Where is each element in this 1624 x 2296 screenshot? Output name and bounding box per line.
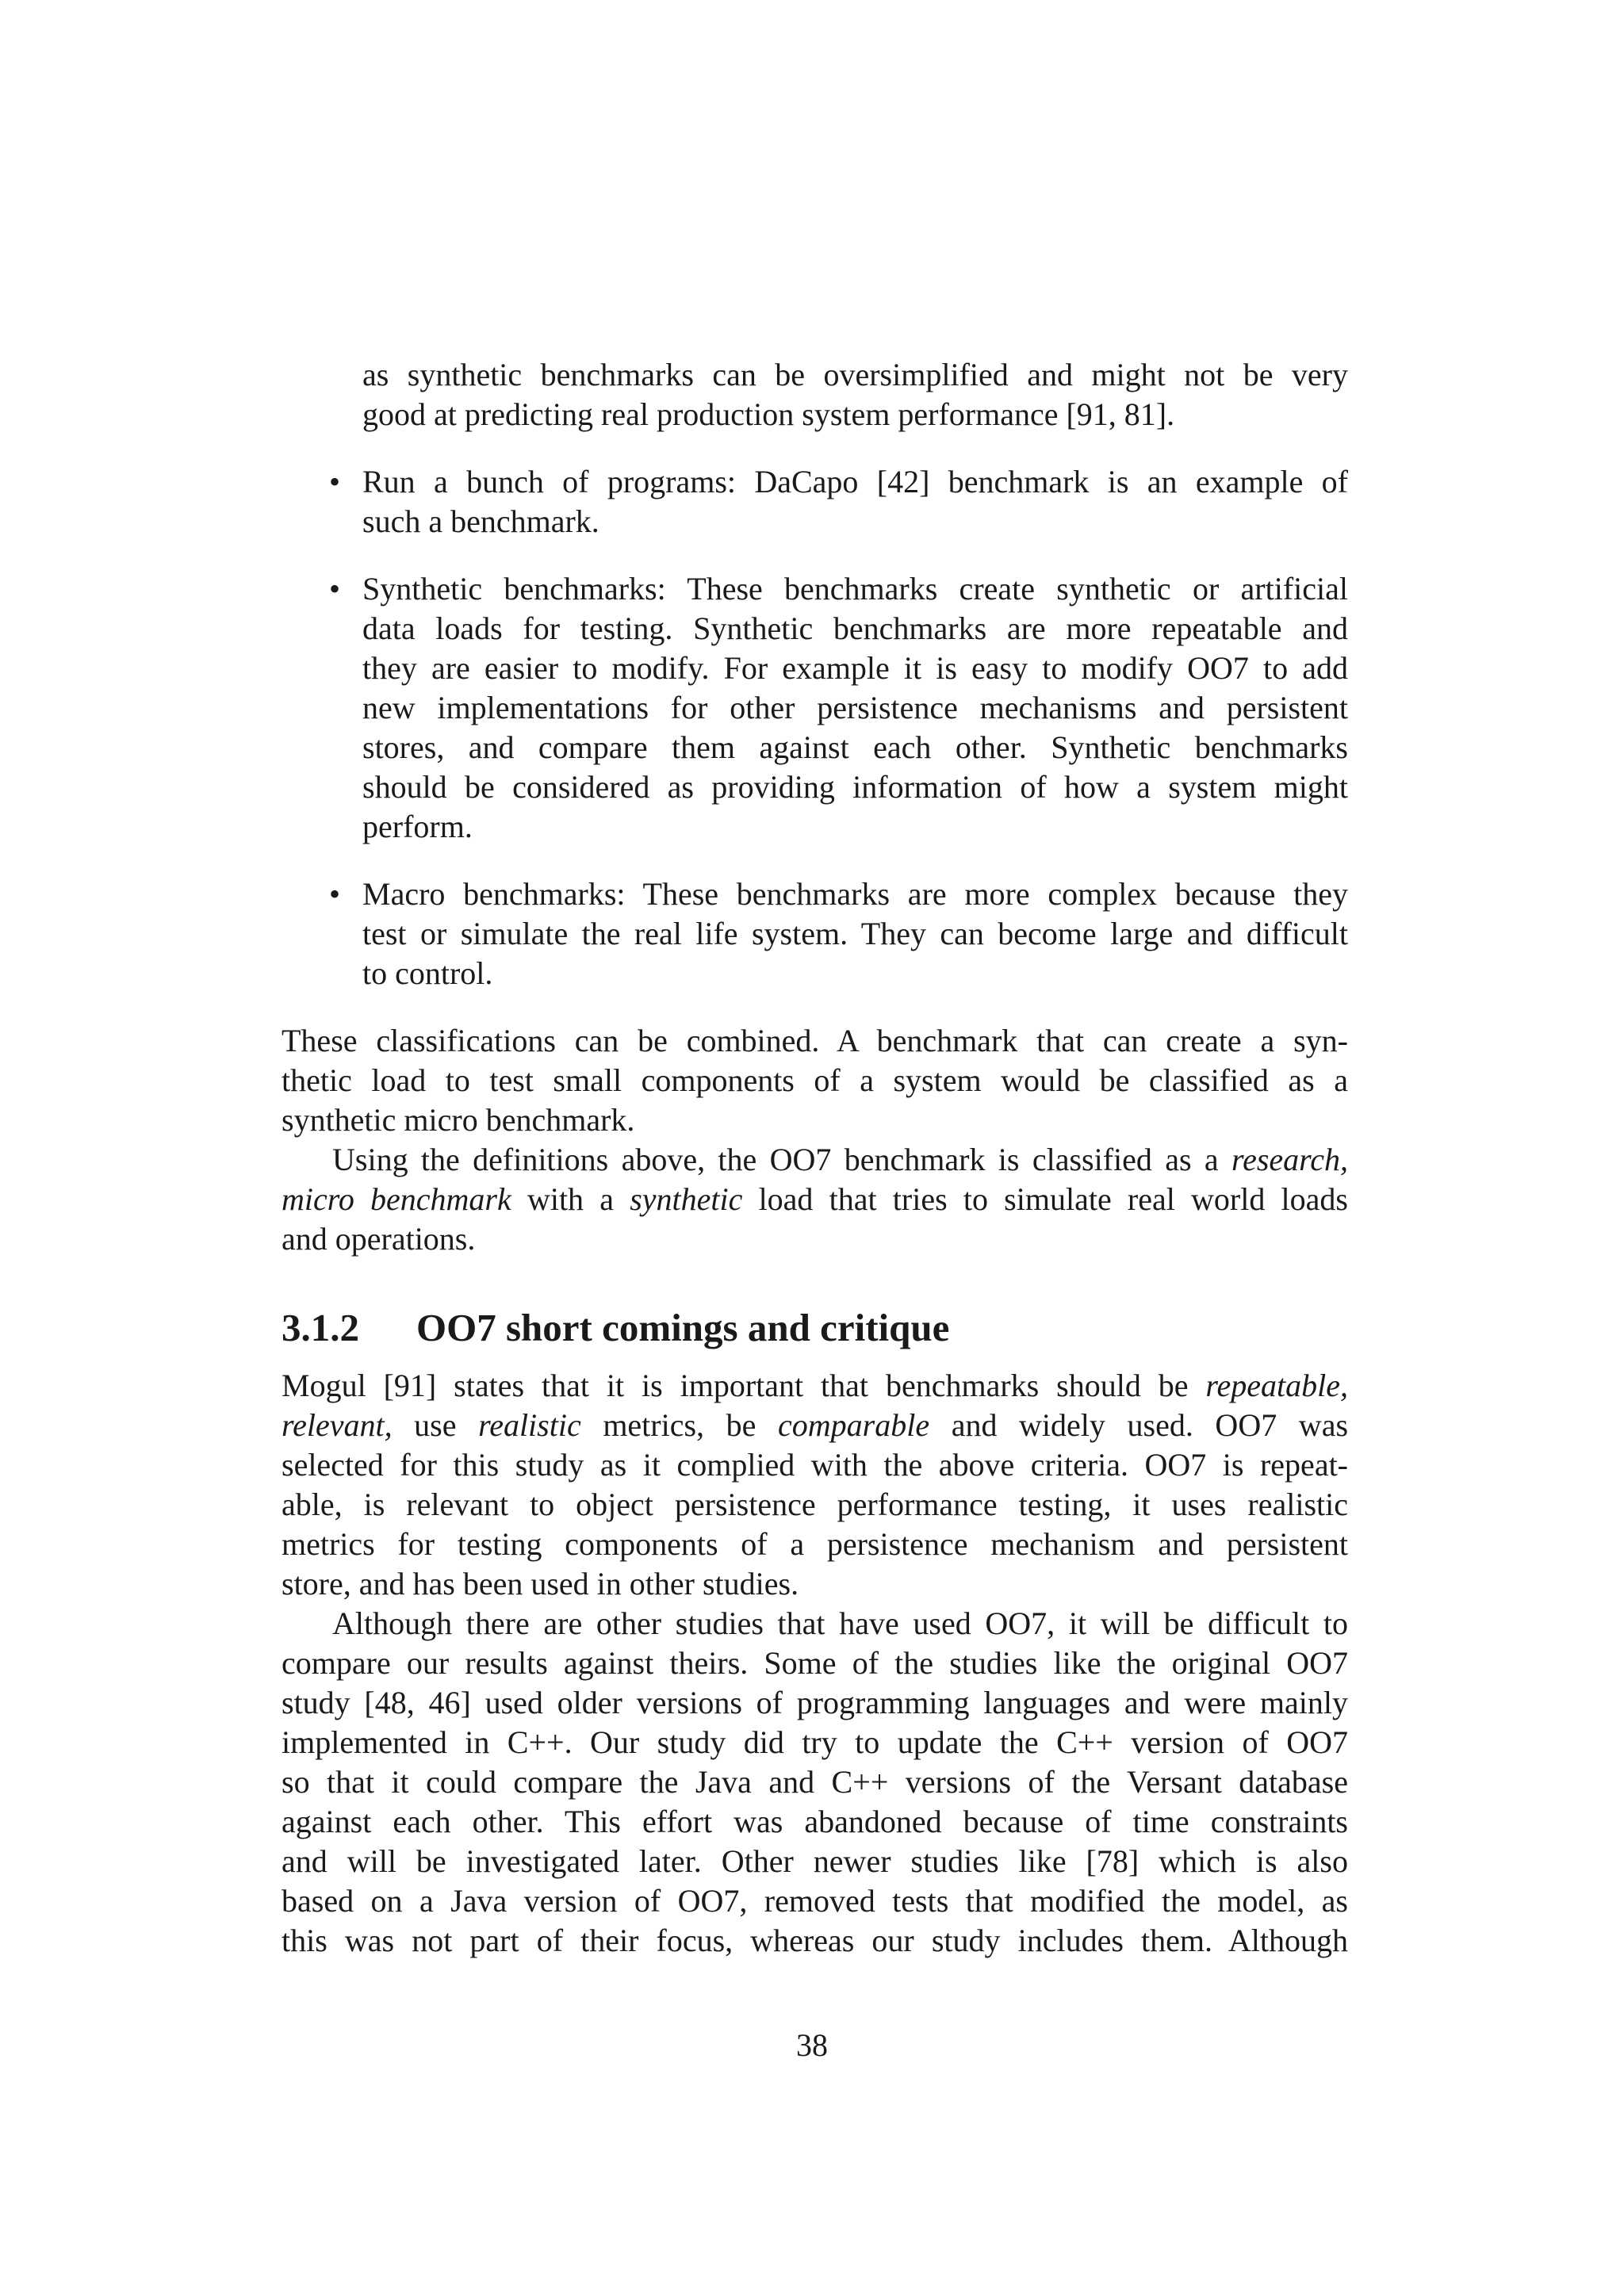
text-line: These classifications can be combined. A benchmark that can create a syn- (282, 1023, 1348, 1058)
section-title: OO7 short comings and critique (416, 1306, 950, 1349)
bullet-icon: • (329, 876, 341, 912)
text-line (282, 1366, 1348, 1406)
text-span: Mogul [91] states that it is important that benchmarks should be (282, 1368, 1206, 1403)
text-line: Run a bunch of programs: DaCapo [42] benchmark is an example of (362, 464, 1348, 499)
text-line: such a benchmark. (362, 503, 599, 539)
bullet-continuation (362, 355, 1348, 434)
text-line: and operations. (282, 1221, 476, 1257)
text-line (282, 1140, 1348, 1180)
text-span: metrics, be (580, 1407, 779, 1443)
text-line (282, 1180, 1348, 1219)
text-line (282, 1406, 1348, 1445)
text-span: use (392, 1407, 479, 1443)
paragraph (282, 1021, 1348, 1140)
italic-text: synthetic (630, 1181, 743, 1217)
italic-text: realistic (478, 1407, 581, 1443)
text-line: perform. (362, 809, 473, 844)
text-line: metrics for testing components of a persistence mechanism and persistent (282, 1526, 1348, 1562)
text-line: able, is relevant to object persistence performance testing, it uses realistic (282, 1487, 1348, 1522)
text-line: so that it could compare the Java and C++ versions of the Versant database (282, 1764, 1348, 1800)
page-number: 38 (796, 2027, 828, 2063)
bullet-icon: • (329, 464, 341, 499)
text-line: against each other. This effort was abandoned because of time constraints (282, 1804, 1348, 1839)
text-line: selected for this study as it complied with the above criteria. OO7 is repeat- (282, 1447, 1348, 1483)
text-line: Synthetic benchmarks: These benchmarks create synthetic or artificial (362, 571, 1348, 607)
text-line: data loads for testing. Synthetic benchmarks are more repeatable and (362, 610, 1348, 646)
text-line: based on a Java version of OO7, removed tests that modified the model, as (282, 1883, 1348, 1919)
bullet-item (329, 874, 1348, 993)
text-line: implemented in C++. Our study did try to update the C++ version of OO7 (282, 1724, 1348, 1760)
text-line: test or simulate the real life system. They can become large and difficult (362, 916, 1348, 951)
section-heading (282, 1304, 1348, 1352)
text-line: new implementations for other persistence mechanisms and persistent (362, 690, 1348, 725)
text-line: compare our results against theirs. Some of the studies like the original OO7 (282, 1645, 1348, 1681)
text-span: and widely used. OO7 was (929, 1407, 1349, 1443)
bullet-item (329, 569, 1348, 847)
text-line: should be considered as providing information of how a system might (362, 769, 1348, 805)
italic-text: repeatable, (1205, 1368, 1348, 1403)
text-line: and will be investigated later. Other newer studies like [78] which is also (282, 1843, 1348, 1879)
italic-text: comparable (778, 1407, 930, 1443)
text-line: thetic load to test small components of a system would be classified as a (282, 1062, 1348, 1098)
paragraph (282, 1140, 1348, 1259)
text-line: Macro benchmarks: These benchmarks are more complex because they (362, 876, 1348, 912)
text-span: with a (511, 1181, 630, 1217)
text-line: to control. (362, 955, 493, 991)
text-line: they are easier to modify. For example it is easy to modify OO7 to add (362, 650, 1348, 686)
text-line: as synthetic benchmarks can be oversimplified and might not be very (362, 357, 1348, 392)
bullet-item (329, 462, 1348, 541)
italic-text: relevant, (282, 1407, 393, 1443)
paragraph (282, 1366, 1348, 1604)
text-line: good at predicting real production system performance [91, 81]. (362, 396, 1175, 432)
section-number: 3.1.2 (282, 1306, 359, 1349)
paragraph (282, 1604, 1348, 1961)
italic-text: micro benchmark (282, 1181, 511, 1217)
text-span: load that tries to simulate real world loads (742, 1181, 1348, 1217)
text-span: Using the definitions above, the OO7 benchmark is classified as a (332, 1142, 1231, 1177)
text-line: Although there are other studies that have used OO7, it will be difficult to (332, 1605, 1348, 1641)
text-line: synthetic micro benchmark. (282, 1102, 635, 1138)
text-line: stores, and compare them against each other. Synthetic benchmarks (362, 729, 1348, 765)
bullet-icon: • (329, 571, 341, 607)
italic-text: research, (1231, 1142, 1348, 1177)
text-line: study [48, 46] used older versions of programming languages and were mainly (282, 1685, 1348, 1720)
text-line: this was not part of their focus, whereas our study includes them. Although (282, 1923, 1348, 1958)
text-line: store, and has been used in other studies. (282, 1566, 799, 1601)
